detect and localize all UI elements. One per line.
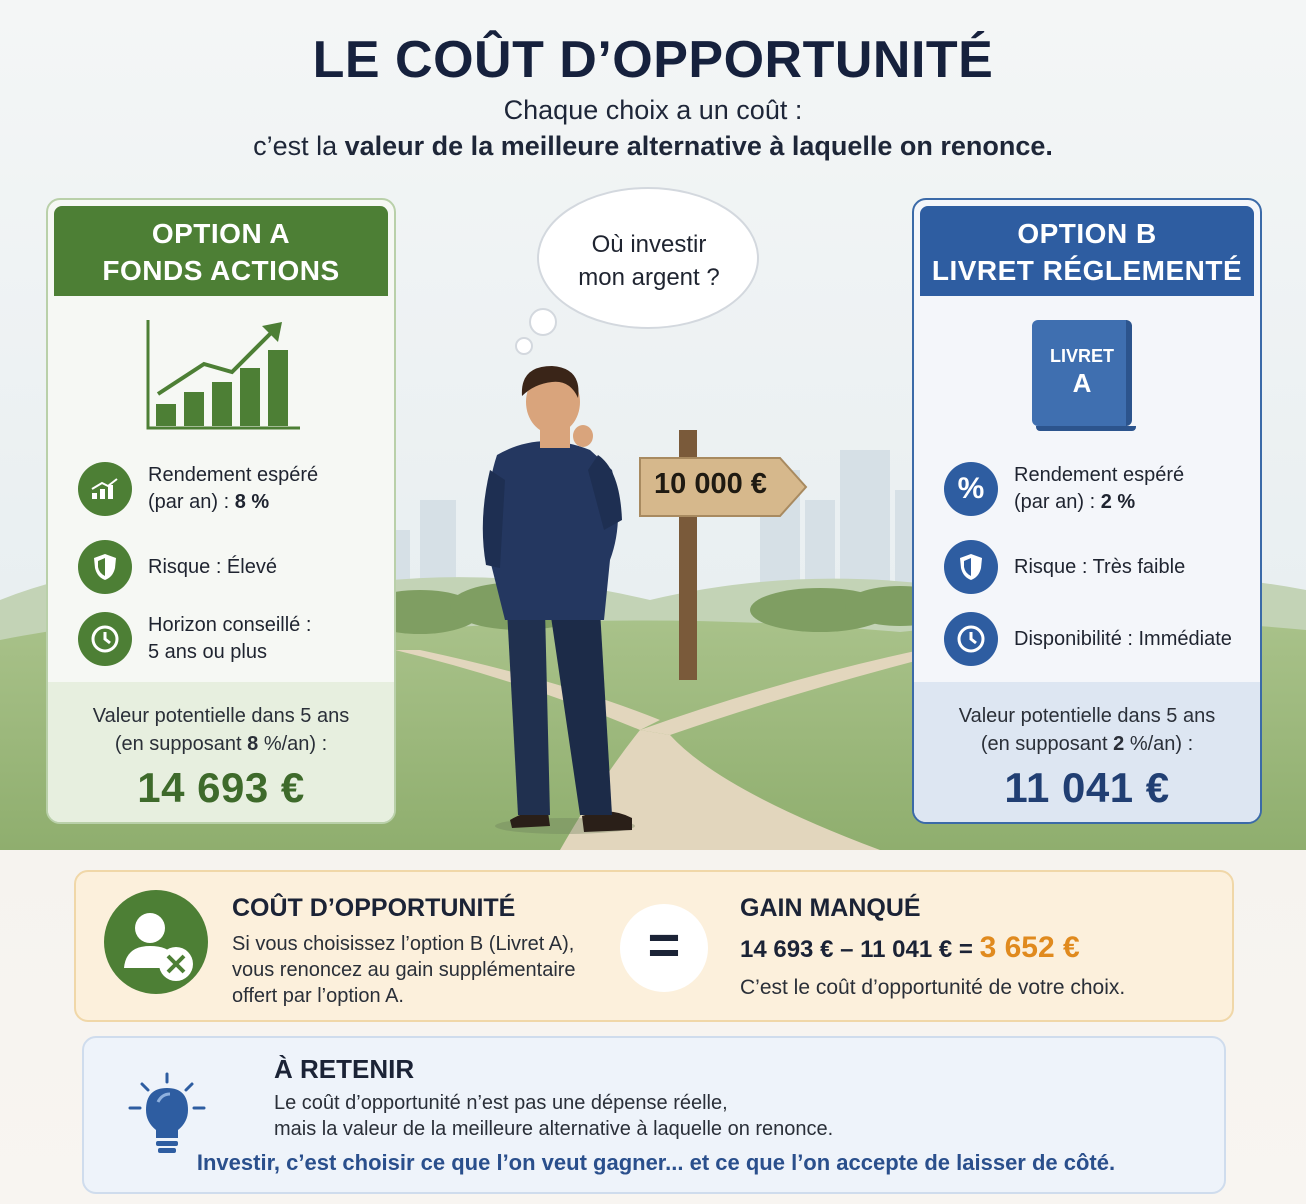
option-a-horizon [78, 612, 311, 666]
opportunity-description [232, 931, 576, 1009]
opportunity-cost-band [74, 870, 1234, 1022]
gain-formula-text: 14 693 € – 11 041 € = [740, 936, 980, 963]
option-a-value: 14 693 € [137, 764, 305, 811]
option-a-footer [48, 682, 394, 822]
option-a-horizon-text [148, 612, 311, 666]
subtitle-line2-bold: valeur de la meilleure alternative à laquelle on renonce. [344, 131, 1053, 161]
foot-line2-post: %/an) : [1124, 733, 1194, 755]
takeaway-quote: Investir, c’est choisir ce que l’on veut gagner... et ce que l’on accepte de laisser de côté. [196, 1150, 1116, 1175]
growth-chart-icon [144, 320, 304, 432]
takeaway-line2: mais la valeur de la meilleure alternative à laquelle on renonce. [274, 1118, 834, 1140]
option-b-footer [914, 682, 1260, 822]
foot-line1: Valeur potentielle dans 5 ans [958, 705, 1216, 727]
subtitle-line2-text: c’est la [253, 131, 345, 161]
shield-icon [78, 540, 132, 594]
opportunity-title: COÛT D’OPPORTUNITÉ [232, 894, 516, 922]
clock-icon [78, 612, 132, 666]
thought-line2: mon argent ? [578, 264, 720, 291]
takeaway-text [274, 1090, 833, 1142]
option-a-header [54, 206, 388, 296]
option-b-foot-label [914, 682, 1260, 758]
takeaway-line1: Le coût d’opportunité n’est pas une dépense réelle, [274, 1092, 728, 1114]
key-takeaway-box [82, 1036, 1226, 1194]
user-remove-icon [104, 890, 208, 994]
subtitle-line1: Chaque choix a un coût : [503, 95, 803, 125]
option-b-header [920, 206, 1254, 296]
thought-bubble-text [540, 228, 758, 294]
feature-line2: 5 ans ou plus [148, 641, 267, 663]
feature-line1: Rendement espéré [148, 464, 319, 486]
foot-line2-bold: 2 [1113, 733, 1125, 755]
option-b-return-text [1014, 462, 1184, 516]
percent-icon: % [944, 462, 998, 516]
thought-bubble [540, 190, 758, 328]
option-a-subtitle: FONDS ACTIONS [102, 255, 340, 286]
option-a-risk [78, 540, 277, 594]
foot-line2-pre: (en supposant [114, 733, 248, 755]
feature-line1: Horizon conseillé : [148, 614, 312, 636]
option-b-title: OPTION B [1017, 218, 1157, 249]
subtitle-line2 [0, 128, 1306, 164]
signpost [638, 458, 806, 516]
option-b-value: 11 041 € [1004, 764, 1170, 811]
shield-icon [944, 540, 998, 594]
missed-gain-note: C’est le coût d’opportunité de votre choix. [740, 976, 1126, 999]
option-b-availability-text: Disponibilité : Immédiate [1014, 627, 1232, 650]
option-b-subtitle: LIVRET RÉGLEMENTÉ [931, 255, 1243, 286]
option-a-title: OPTION A [151, 218, 291, 249]
foot-line1: Valeur potentielle dans 5 ans [92, 705, 350, 727]
signpost-amount: 10 000 € [654, 468, 767, 500]
clock-icon [944, 612, 998, 666]
option-b-availability [944, 612, 1232, 666]
page-title: LE COÛT D’OPPORTUNITÉ [312, 31, 994, 89]
feature-line2-bold: 2 % [1100, 491, 1136, 513]
feature-line2 [148, 489, 318, 516]
feature-line1: Rendement espéré [1014, 464, 1185, 486]
foot-line2 [914, 730, 1260, 758]
feature-line2-text: (par an) : [148, 491, 235, 513]
lightbulb-icon [128, 1072, 206, 1160]
option-b-card [912, 198, 1262, 824]
option-a-return-text [148, 462, 318, 516]
option-a-card [46, 198, 396, 824]
option-b-risk [944, 540, 1185, 594]
foot-line2 [48, 730, 394, 758]
thought-line1: Où investir [591, 231, 707, 258]
missed-gain-formula [740, 931, 1125, 965]
livret-book-icon [1032, 320, 1136, 432]
book-letter: A [1072, 368, 1092, 398]
opportunity-text-block [232, 894, 576, 1009]
gain-value: 3 652 € [979, 931, 1080, 964]
equals-sign: = [620, 904, 708, 992]
feature-line2-text: (par an) : [1014, 491, 1101, 513]
foot-line2-bold: 8 [247, 733, 259, 755]
feature-line2 [1014, 489, 1184, 516]
description-line1: Si vous choisissez l’option B (Livret A), [232, 933, 575, 955]
missed-gain-title: GAIN MANQUÉ [740, 894, 921, 922]
option-b-return [944, 462, 1184, 516]
page-subtitle [0, 92, 1306, 164]
option-a-risk-text: Risque : Élevé [148, 555, 277, 578]
option-b-risk-text: Risque : Très faible [1014, 555, 1186, 578]
description-line3: offert par l’option A. [232, 985, 404, 1007]
takeaway-title: À RETENIR [274, 1054, 415, 1084]
chart-icon [78, 462, 132, 516]
foot-line2-post: %/an) : [258, 733, 328, 755]
description-line2: vous renoncez au gain supplémentaire [232, 959, 576, 981]
foot-line2-pre: (en supposant [980, 733, 1114, 755]
book-label: LIVRET [1049, 346, 1114, 366]
feature-line2-bold: 8 % [234, 491, 270, 513]
option-a-return [78, 462, 318, 516]
missed-gain-block [740, 894, 1125, 1001]
option-a-foot-label [48, 682, 394, 758]
